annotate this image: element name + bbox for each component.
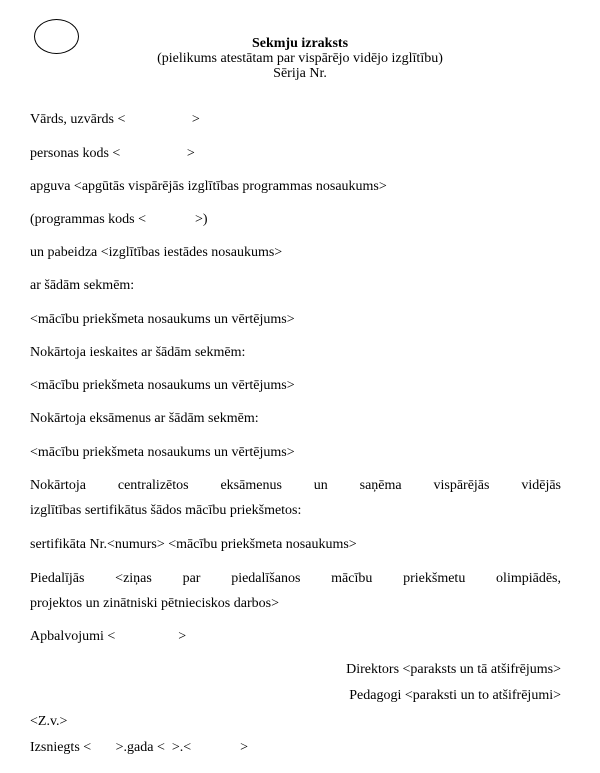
certificate-field: sertifikāta Nr.<numurs> <mācību priekšmeta nosaukums> [30,537,357,552]
tests-heading: Nokārtoja ieskaites ar šādām sekmēm: [30,345,246,360]
issued-date-field: Izsniegts < >.gada < >.< > [30,740,249,755]
participation-line-1: Piedalījās <ziņas par piedalīšanos mācību priekšmetu olimpiādēs, [30,571,561,586]
subject-grade-3: <mācību priekšmeta nosaukums un vērtējums> [30,445,295,460]
director-signature: Direktors <paraksts un tā atšifrējums> [346,662,561,677]
series-number: Sērija Nr. [273,66,327,81]
teachers-signature: Pedagogi <paraksti un to atšifrējumi> [349,688,561,703]
subject-grade-1: <mācību priekšmeta nosaukums un vērtējums> [30,312,295,327]
program-code-field: (programmas kods < >) [30,212,208,227]
seal-placeholder: <Z.v.> [30,714,68,729]
awards-field: Apbalvojumi < > [30,629,187,644]
name-field: Vārds, uzvārds < > [30,112,200,127]
program-name-field: apguva <apgūtās vispārējās izglītības programmas nosaukums> [30,179,387,194]
exams-heading: Nokārtoja eksāmenus ar šādām sekmēm: [30,411,259,426]
institution-field: un pabeidza <izglītības iestādes nosaukums> [30,245,283,260]
document-subtitle: (pielikums atestātam par vispārējo vidējo izglītību) [157,51,443,66]
participation-line-2: projektos un zinātniski pētnieciskos darbos> [30,596,279,611]
centralized-exams-line-2: izglītības sertifikātus šādos mācību priekšmetos: [30,503,302,518]
subject-grade-2: <mācību priekšmeta nosaukums un vērtējums> [30,378,295,393]
results-label: ar šādām sekmēm: [30,278,135,293]
centralized-exams-line-1: Nokārtoja centralizētos eksāmenus un saņēma vispārējās vidējās [30,478,561,493]
document-title: Sekmju izraksts [251,36,349,51]
personal-code-field: personas kods < > [30,146,195,161]
